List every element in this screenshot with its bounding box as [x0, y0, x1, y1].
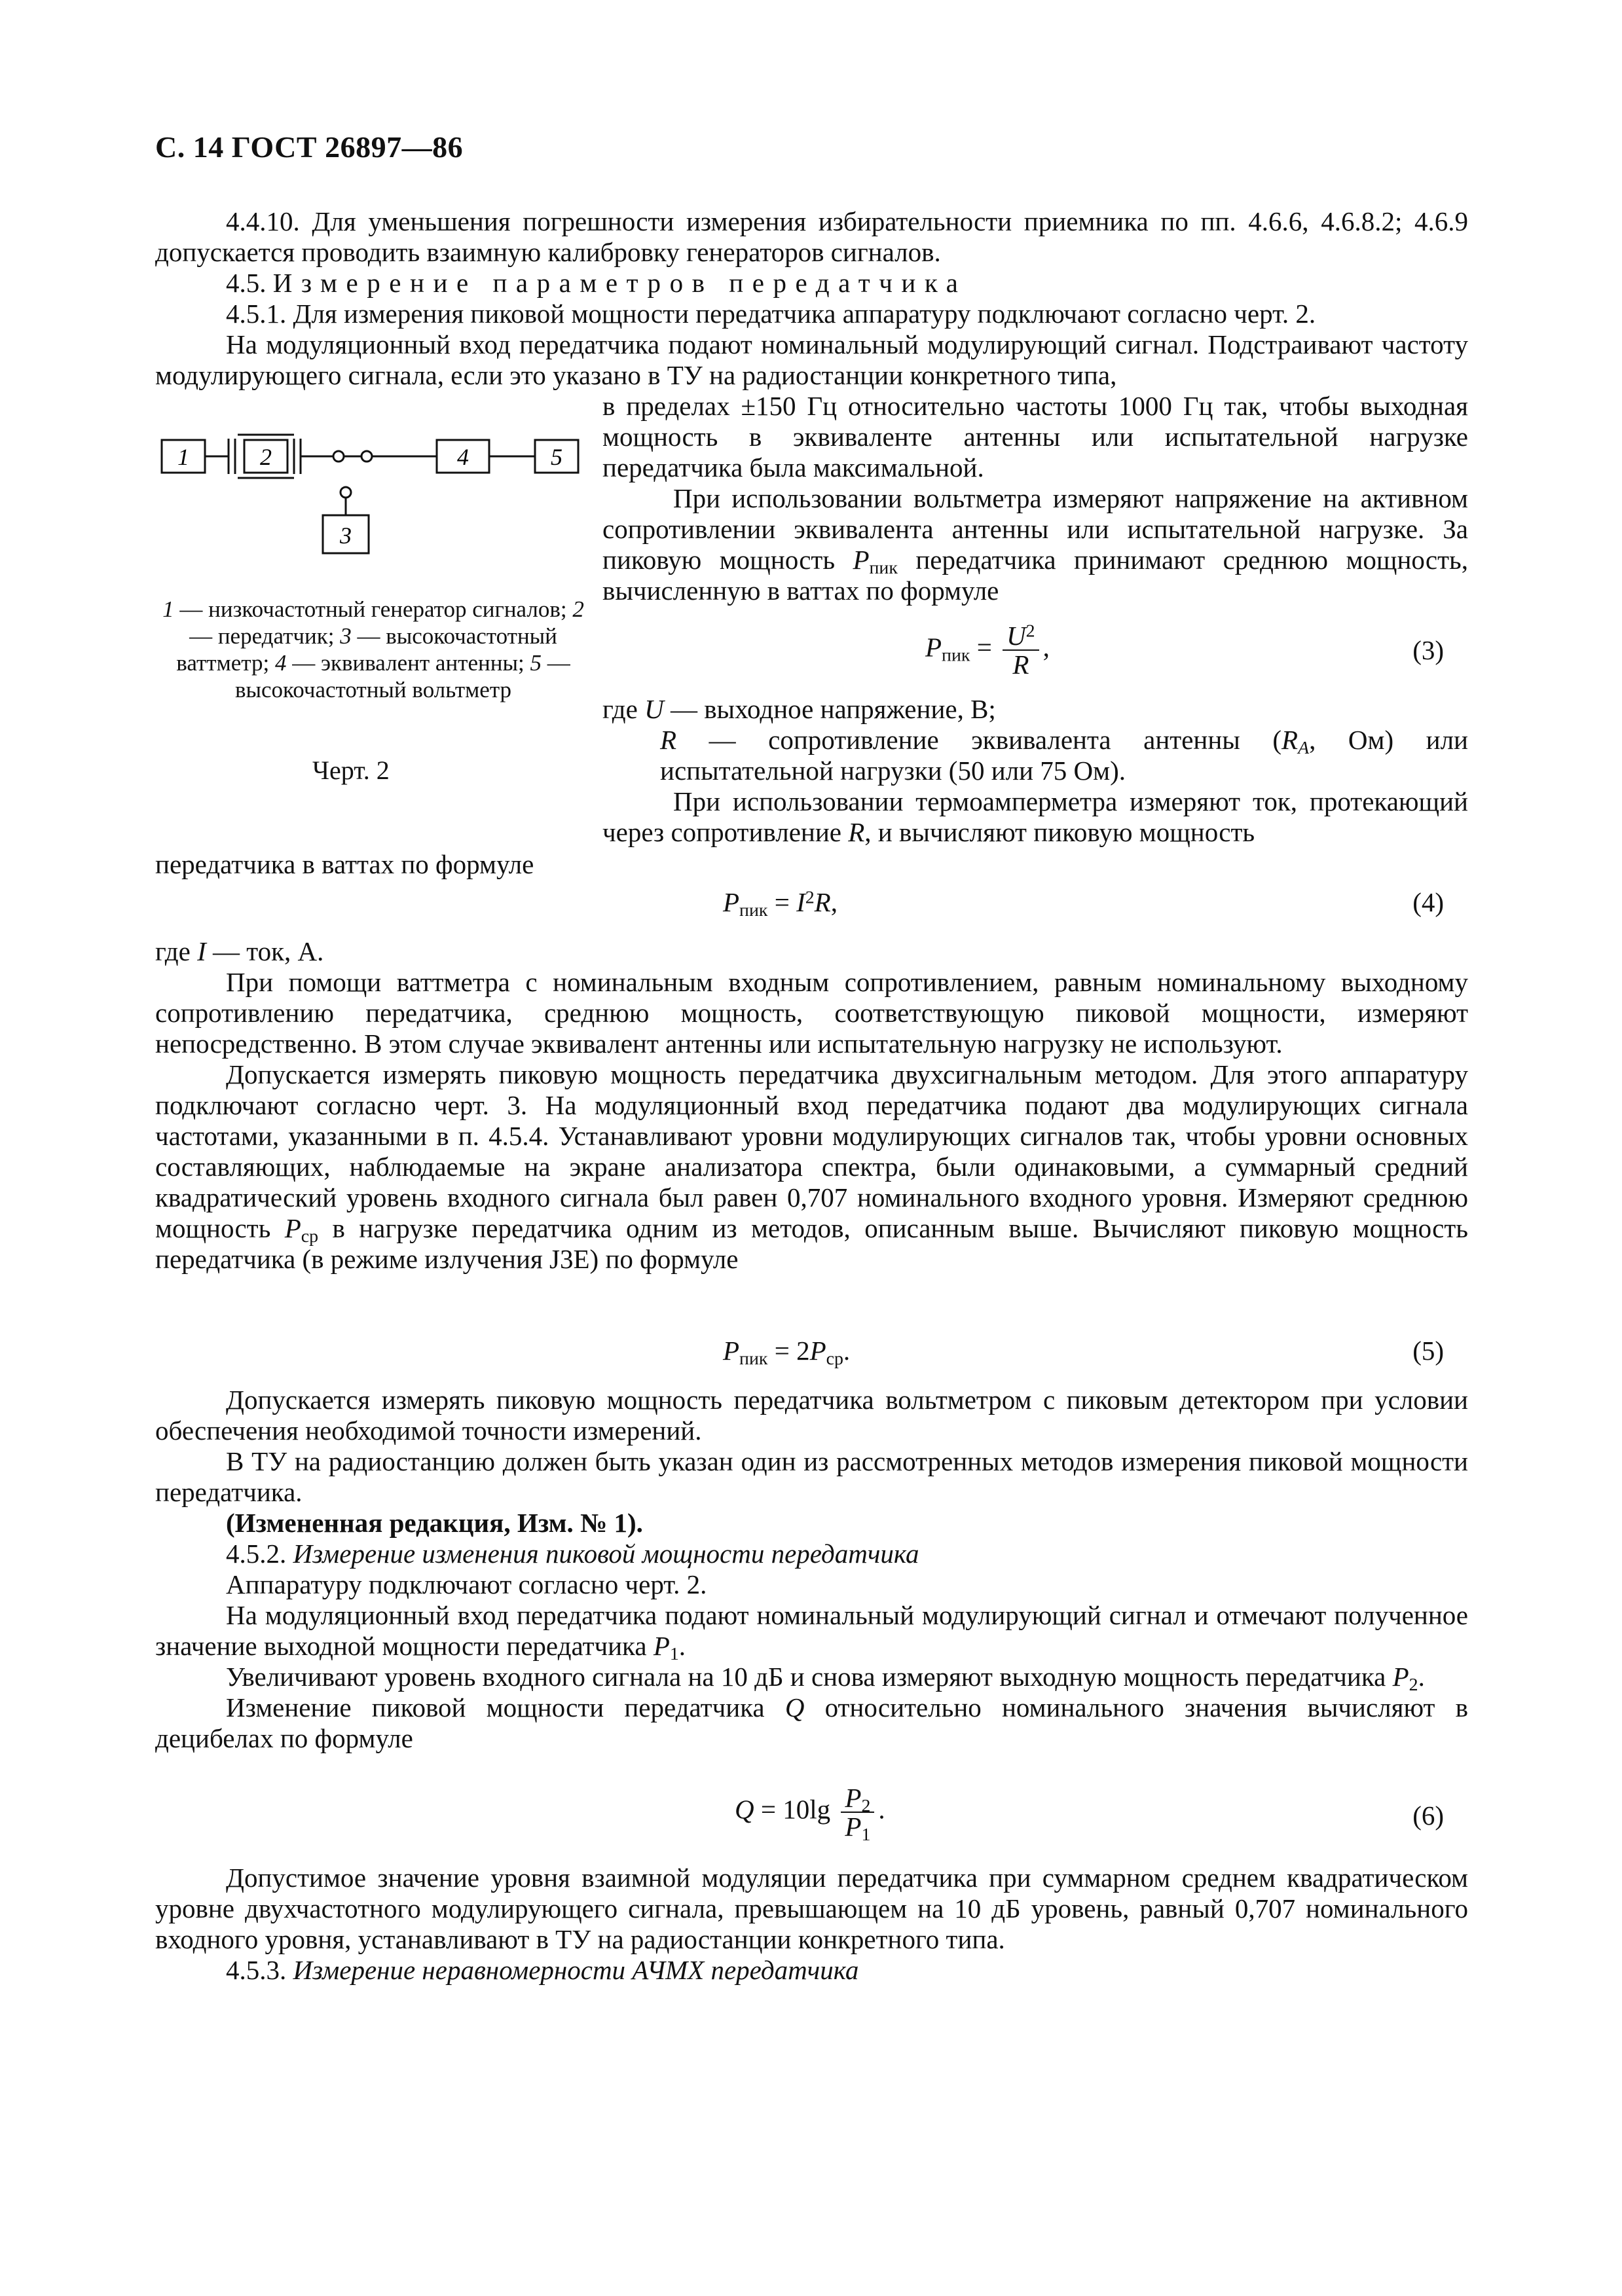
equation-6: Q = 10lg $\frac{P_2}{P_1}$ . (6): [735, 1783, 1444, 1845]
paragraph-intermodulation: Допустимое значение уровня взаимной модуляции передатчика при суммарном среднем квадратическом уровне двухчастотного модулирующего сигнала, превышающем на 10 дБ уровень, равный 0,707 номинального входного уровня, устанавливают в ТУ на радиостанции конкретного типа.: [155, 1863, 1468, 1954]
main-body-1: [155, 936, 1468, 1275]
where-i: где I — ток, А.: [155, 936, 324, 966]
equation-5-number: (5): [1412, 1336, 1444, 1366]
section-number: 4.5.: [226, 268, 267, 298]
equation-4: $P_{пик} = I^2R$, (4): [723, 887, 1444, 920]
legend-5: 5: [530, 650, 542, 676]
main-body-3: [155, 1863, 1468, 1986]
continuation: [155, 849, 1468, 880]
block-3-label: 3: [340, 522, 352, 549]
equation-3-number: (3): [1412, 635, 1444, 665]
intro-block: [155, 206, 1468, 391]
paragraph-thermoammeter: При использовании термоамперметра измеряют ток, протекающий через сопротивление R, и вычисляют пиковую мощность: [602, 786, 1468, 847]
page-header: С. 14 ГОСТ 26897—86: [155, 130, 464, 164]
right-column: [602, 391, 1468, 606]
paragraph-p1: На модуляционный вход передатчика подают номинальный модулирующий сигнал и отмечают полученное значение выходной мощности передатчика $P_1$.: [155, 1600, 1468, 1664]
legend-1: 1: [162, 596, 174, 622]
paragraph-wattmeter: При помощи ваттметра с номинальным входным сопротивлением, равным номинальному выходному сопротивлению передатчика, среднюю мощность, соответствующую пиковой мощности, измеряют непосредственно. В этом случае эквивалент антенны или испытательную нагрузку не используют.: [155, 967, 1468, 1059]
caption-2: — передатчик;: [189, 623, 341, 649]
caption-5: — высокочастотный вольтметр: [234, 650, 570, 702]
caption-1: — низкочастотный генератор сигналов;: [179, 596, 573, 622]
block-5-label: 5: [551, 444, 562, 470]
paragraph-4-5-1: 4.5.1. Для измерения пиковой мощности передатчика аппаратуру подключают согласно черт. 2.: [226, 299, 1316, 329]
paragraph-continuation: передатчика в ваттах по формуле: [155, 849, 534, 879]
paragraph-connect: Аппаратуру подключают согласно черт. 2.: [226, 1569, 707, 1599]
paragraph-frequency: в пределах ±150 Гц относительно частоты 1000 Гц так, чтобы выходная мощность в эквиваленте антенны или испытательной нагрузке передатчика была максимальной.: [602, 391, 1468, 483]
figure-caption: [160, 596, 586, 703]
paragraph-modulation: На модуляционный вход передатчика подают номинальный модулирующий сигнал. Подстраивают частоту модулирующего сигнала, если это указано в ТУ на радиостанции конкретного типа,: [155, 329, 1468, 390]
main-body-2: [155, 1385, 1468, 1754]
block-2-label: 2: [260, 444, 272, 470]
section-4-5-heading: [155, 268, 1468, 299]
paragraph-4-4-10: 4.4.10. Для уменьшения погрешности измерения избирательности приемника по пп. 4.6.6, 4.6.8.2; 4.6.9 допускается проводить взаимную калибровку генераторов сигналов.: [155, 206, 1468, 267]
paragraph-q: Изменение пиковой мощности передатчика Q относительно номинального значения вычисляют в децибелах по формуле: [155, 1692, 1468, 1753]
legend-3: 3: [340, 623, 352, 649]
paragraph-peak-detector: Допускается измерять пиковую мощность передатчика вольтметром с пиковым детектором при условии обеспечения необходимой точности измерений.: [155, 1385, 1468, 1446]
section-title: Измерение параметров передатчика: [272, 268, 967, 298]
equation-3: $P_{пик}$ = $\frac{U^2}{R}$ , (3): [925, 621, 1444, 680]
section-4-5-3-heading: 4.5.3. Измерение неравномерности АЧМХ передатчика: [226, 1955, 859, 1985]
caption-4: — эквивалент антенны;: [292, 650, 530, 676]
block-1-label: 1: [177, 444, 189, 470]
paragraph-p2: Увеличивают уровень входного сигнала на 10 дБ и снова измеряют выходную мощность передатчика $P_2$.: [226, 1662, 1425, 1695]
block-diagram: [155, 427, 581, 571]
equation-4-number: (4): [1412, 887, 1444, 917]
paragraph-tu: В ТУ на радиостанцию должен быть указан один из рассмотренных методов измерения пиковой мощности передатчика.: [155, 1446, 1468, 1507]
block-4-label: 4: [457, 444, 469, 470]
amendment-note: (Измененная редакция, Изм. № 1).: [226, 1508, 643, 1538]
paragraph-two-signal: Допускается измерять пиковую мощность передатчика двухсигнальным методом. Для этого аппаратуру подключают согласно черт. 3. На модуляционный вход передатчика подают два модулирующих сигнала частотами, указанными в п. 4.5.4. Устанавливают уровни модулирующих сигналов так, чтобы уровни основных составляющих, наблюдаемые на экране анализатора спектра, были одинаковыми, а суммарный средний квадратический уровень входного сигнала был равен 0,707 номинального входного уровня. Измеряют среднюю мощность $P_{ср}$ в нагрузке передатчика одним из методов, описанным выше. Вычисляют пиковую мощность передатчика (в режиме излучения J3E) по формуле: [155, 1059, 1468, 1274]
where-r: R — сопротивление эквивалента антенны ($R_A$, Ом) или испытательной нагрузки (50 или 75 Ом).: [660, 725, 1468, 786]
where-block: [602, 694, 1468, 848]
equation-6-number: (6): [1412, 1800, 1444, 1831]
equation-5: $P_{пик} = 2P_{ср}$. (5): [723, 1336, 1444, 1369]
figure-title: Черт. 2: [312, 756, 390, 785]
legend-4: 4: [274, 650, 287, 676]
where-u: где U — выходное напряжение, В;: [602, 694, 996, 724]
caption-3: — высокочастотный ваттметр;: [176, 623, 557, 676]
section-4-5-2-heading: 4.5.2. Измерение изменения пиковой мощности передатчика: [226, 1539, 919, 1569]
legend-2: 2: [572, 596, 584, 622]
paragraph-voltmeter: При использовании вольтметра измеряют напряжение на активном сопротивлении эквивалента антенны или испытательной нагрузке. За пиковую мощность $P_{пик}$ передатчика принимают среднюю мощность, вычисленную в ваттах по формуле: [602, 483, 1468, 606]
